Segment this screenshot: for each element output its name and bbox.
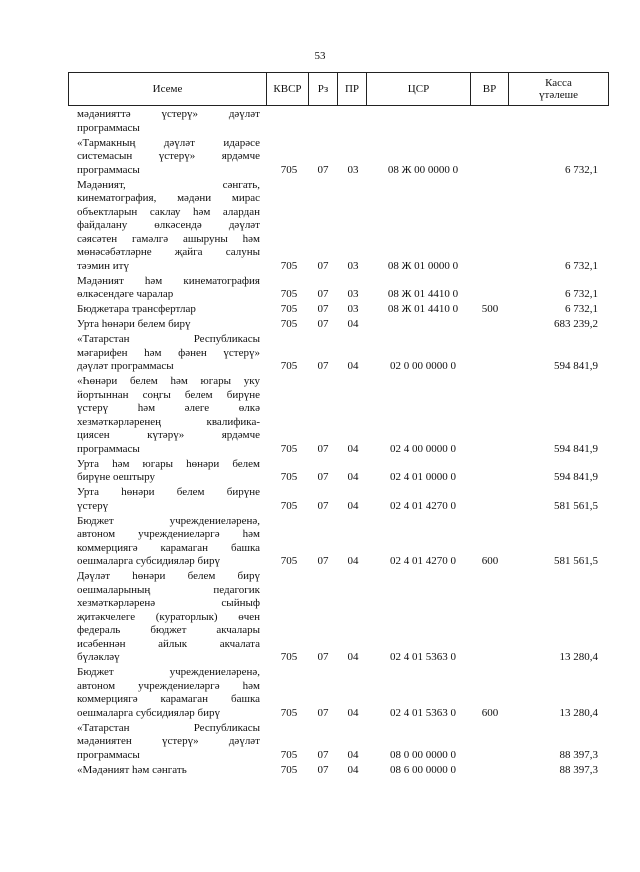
row-name xyxy=(77,722,260,763)
row-name xyxy=(77,179,260,274)
row-name-line: исәбеннән айлык акчалата xyxy=(77,637,260,650)
row-name xyxy=(77,375,260,456)
row-name xyxy=(77,137,260,178)
table-row xyxy=(0,486,640,513)
cell-pr: 04 xyxy=(347,555,359,567)
cell-pr: 03 xyxy=(347,259,359,272)
cell-pr: 04 xyxy=(347,499,359,512)
cell-rz: 07 xyxy=(317,471,329,483)
cell-pr: 04 xyxy=(347,471,359,483)
cell-csr: 08 Ж 01 0000 0 xyxy=(387,259,459,272)
cell-csr: 02 4 01 0000 0 xyxy=(390,471,456,483)
cell-kvsr: 705 xyxy=(280,163,298,176)
row-name-line: объектларын саклау һәм алардан xyxy=(77,205,260,218)
row-name-line: тәэмин итү xyxy=(77,259,129,272)
row-name xyxy=(77,486,260,513)
row-name-line: программасы xyxy=(77,748,140,761)
cell-pr: 03 xyxy=(347,163,359,176)
cell-kvsr: 705 xyxy=(280,651,298,663)
cell-rz: 07 xyxy=(317,259,329,272)
cell-pr: 04 xyxy=(347,706,359,719)
row-name-line: өлкәсендәге чаралар xyxy=(77,288,174,300)
cell-kvsr: 705 xyxy=(280,706,298,719)
row-name xyxy=(77,570,260,665)
table-row xyxy=(0,318,640,332)
row-name-line: хезмәткәрләренә сыйныф xyxy=(77,597,260,609)
table-row xyxy=(0,764,640,778)
cell-csr: 02 4 00 0000 0 xyxy=(390,442,456,455)
row-name-line: автоном учреждениеләргә һәм xyxy=(77,528,260,540)
cell-rz: 07 xyxy=(317,303,329,315)
cell-csr: 08 6 00 0000 0 xyxy=(390,763,456,776)
cell-sum: 13 280,4 xyxy=(559,651,598,663)
cell-rz: 07 xyxy=(317,163,329,176)
table-row xyxy=(0,515,640,569)
cell-csr: 02 0 00 0000 0 xyxy=(390,360,456,372)
cell-pr: 04 xyxy=(347,748,359,761)
cell-sum: 594 841,9 xyxy=(554,442,598,455)
cell-sum: 683 239,2 xyxy=(554,318,598,330)
cell-rz: 07 xyxy=(317,360,329,372)
header-rz: Рз xyxy=(309,73,338,105)
row-name-line: циясен күтәрү» ярдәмче xyxy=(77,429,260,441)
row-name-line: «Мәдәният һәм сәнгать xyxy=(77,763,187,776)
header-pr: ПР xyxy=(338,73,367,105)
cell-pr: 03 xyxy=(347,288,359,300)
table-row xyxy=(0,458,640,485)
cell-sum: 581 561,5 xyxy=(554,555,598,567)
cell-sum: 6 732,1 xyxy=(565,303,598,315)
cell-csr: 08 Ж 00 0000 0 xyxy=(387,163,459,176)
cell-kvsr: 705 xyxy=(280,499,298,512)
row-name-line: җитәкчелеге (кураторлык) өчен xyxy=(77,610,260,623)
row-name xyxy=(77,666,260,720)
cell-csr: 02 4 01 4270 0 xyxy=(390,555,456,567)
cell-kvsr: 705 xyxy=(280,288,298,300)
row-name-line: Мәдәният һәм кинематография xyxy=(77,274,260,287)
row-name-line: хезмәткәрләренең квалифика- xyxy=(77,415,260,428)
cell-csr: 08 0 00 0000 0 xyxy=(390,748,456,761)
cell-pr: 04 xyxy=(347,360,359,372)
header-sum: Касса үтәлеше xyxy=(539,77,578,101)
row-name-line: коммерциягә карамаган башка xyxy=(77,693,260,705)
row-name-line: оешмаларының педагогик xyxy=(77,583,260,596)
cell-sum: 6 732,1 xyxy=(565,288,598,300)
row-name-line: кинематография, мәдәни мирас xyxy=(77,192,260,204)
cell-rz: 07 xyxy=(317,288,329,300)
cell-vr: 600 xyxy=(481,706,499,719)
row-name-line: оешмаларга субсидияләр бирү xyxy=(77,706,220,719)
cell-csr: 08 Ж 01 4410 0 xyxy=(387,288,459,300)
row-name-line: Дәүләт һөнәри белем бирү xyxy=(77,570,260,582)
row-name-line: программасы xyxy=(77,121,140,134)
table-row xyxy=(0,722,640,763)
cell-kvsr: 705 xyxy=(280,360,298,372)
cell-pr: 03 xyxy=(347,303,359,315)
row-name-line: «Тармакның дәүләт идарәсе xyxy=(77,136,260,149)
cell-sum: 594 841,9 xyxy=(554,360,598,372)
cell-sum: 594 841,9 xyxy=(554,471,598,483)
row-name xyxy=(77,108,260,135)
header-csr: ЦСР xyxy=(367,73,471,105)
row-name-line: файдалану өлкәсендә дәүләт xyxy=(77,219,260,231)
cell-kvsr: 705 xyxy=(280,555,298,567)
table-row xyxy=(0,108,640,135)
row-name-line: «Татарстан Республикасы xyxy=(77,333,260,345)
cell-pr: 04 xyxy=(347,442,359,455)
cell-rz: 07 xyxy=(317,651,329,663)
row-name xyxy=(77,458,260,485)
row-name-line: мәдәниятен үстерү» дәүләт xyxy=(77,735,260,747)
row-name-line: үстерү xyxy=(77,499,109,512)
cell-pr: 04 xyxy=(347,651,359,663)
header-kvsr: КВСР xyxy=(267,73,309,105)
row-name-line: бүләкләү xyxy=(77,651,120,663)
cell-kvsr: 705 xyxy=(280,471,298,483)
row-name xyxy=(77,318,260,332)
row-name-line: «Һөнәри белем һәм югары уку xyxy=(77,375,260,387)
row-name-line: бирүне оештыру xyxy=(77,471,156,483)
table-row xyxy=(0,137,640,178)
page-number: 53 xyxy=(314,50,326,62)
cell-kvsr: 705 xyxy=(280,442,298,455)
row-name-line: Урта һөнәри белем бирүне xyxy=(77,486,260,498)
table-row xyxy=(0,375,640,456)
cell-rz: 07 xyxy=(317,318,329,330)
row-name-line: федераль бюджет акчалары xyxy=(77,624,260,636)
table-row xyxy=(0,570,640,665)
row-name xyxy=(77,333,260,374)
row-name-line: үстерү һәм әлеге өлкә xyxy=(77,402,260,414)
table-row xyxy=(0,666,640,720)
row-name-line: программасы xyxy=(77,163,140,176)
cell-rz: 07 xyxy=(317,706,329,719)
row-name-line: сәясәтен гамәлгә ашыруны һәм xyxy=(77,232,260,245)
row-name-line: системасын үстерү» ярдәмче xyxy=(77,150,260,162)
cell-sum: 6 732,1 xyxy=(565,259,598,272)
cell-sum: 6 732,1 xyxy=(565,163,598,176)
cell-rz: 07 xyxy=(317,442,329,455)
cell-csr: 08 Ж 01 4410 0 xyxy=(387,303,459,315)
row-name-line: йортыннан соңгы белем бирүне xyxy=(77,388,260,401)
table-header xyxy=(68,72,609,106)
row-name-line: Мәдәният, сәнгать, xyxy=(77,178,260,191)
cell-kvsr: 705 xyxy=(280,763,298,776)
row-name-line: Бюджетара трансфертлар xyxy=(77,303,196,315)
row-name-line: Бюджет учреждениеләренә, xyxy=(77,514,260,527)
row-name xyxy=(77,515,260,569)
cell-vr: 600 xyxy=(481,555,499,567)
cell-rz: 07 xyxy=(317,748,329,761)
table-row xyxy=(0,275,640,302)
cell-sum: 581 561,5 xyxy=(554,499,598,512)
cell-csr: 02 4 01 5363 0 xyxy=(390,706,456,719)
row-name xyxy=(77,303,260,317)
header-name: Исеме xyxy=(69,73,267,105)
row-name xyxy=(77,764,260,778)
table-row xyxy=(0,179,640,274)
row-name-line: Бюджет учреждениеләренә, xyxy=(77,666,260,678)
cell-rz: 07 xyxy=(317,555,329,567)
cell-rz: 07 xyxy=(317,763,329,776)
row-name xyxy=(77,275,260,302)
cell-sum: 88 397,3 xyxy=(559,748,598,761)
row-name-line: дәүләт программасы xyxy=(77,360,174,372)
cell-kvsr: 705 xyxy=(280,318,298,330)
cell-rz: 07 xyxy=(317,499,329,512)
row-name-line: мәгарифен һәм фәнен үстерү» xyxy=(77,346,260,359)
row-name-line: оешмаларга субсидияләр бирү xyxy=(77,555,220,567)
cell-kvsr: 705 xyxy=(280,259,298,272)
row-name-line: Урта һөнәри белем бирү xyxy=(77,318,191,330)
row-name-line: мәдәнияттә үстерү» дәүләт xyxy=(77,108,260,120)
row-name-line: автоном учреждениеләргә һәм xyxy=(77,679,260,692)
cell-pr: 04 xyxy=(347,318,359,330)
table-row xyxy=(0,333,640,374)
cell-sum: 88 397,3 xyxy=(559,763,598,776)
row-name-line: программасы xyxy=(77,442,140,455)
cell-kvsr: 705 xyxy=(280,748,298,761)
header-vr: ВР xyxy=(471,73,509,105)
cell-vr: 500 xyxy=(481,303,499,315)
cell-csr: 02 4 01 5363 0 xyxy=(390,651,456,663)
row-name-line: Урта һәм югары һөнәри белем xyxy=(77,457,260,470)
cell-pr: 04 xyxy=(347,763,359,776)
row-name-line: мөнәсәбәтләрне җайга салуны xyxy=(77,246,260,258)
cell-kvsr: 705 xyxy=(280,303,298,315)
row-name-line: «Татарстан Республикасы xyxy=(77,721,260,734)
table-row xyxy=(0,303,640,317)
cell-sum: 13 280,4 xyxy=(559,706,598,719)
cell-csr: 02 4 01 4270 0 xyxy=(390,499,456,512)
row-name-line: коммерциягә карамаган башка xyxy=(77,541,260,554)
